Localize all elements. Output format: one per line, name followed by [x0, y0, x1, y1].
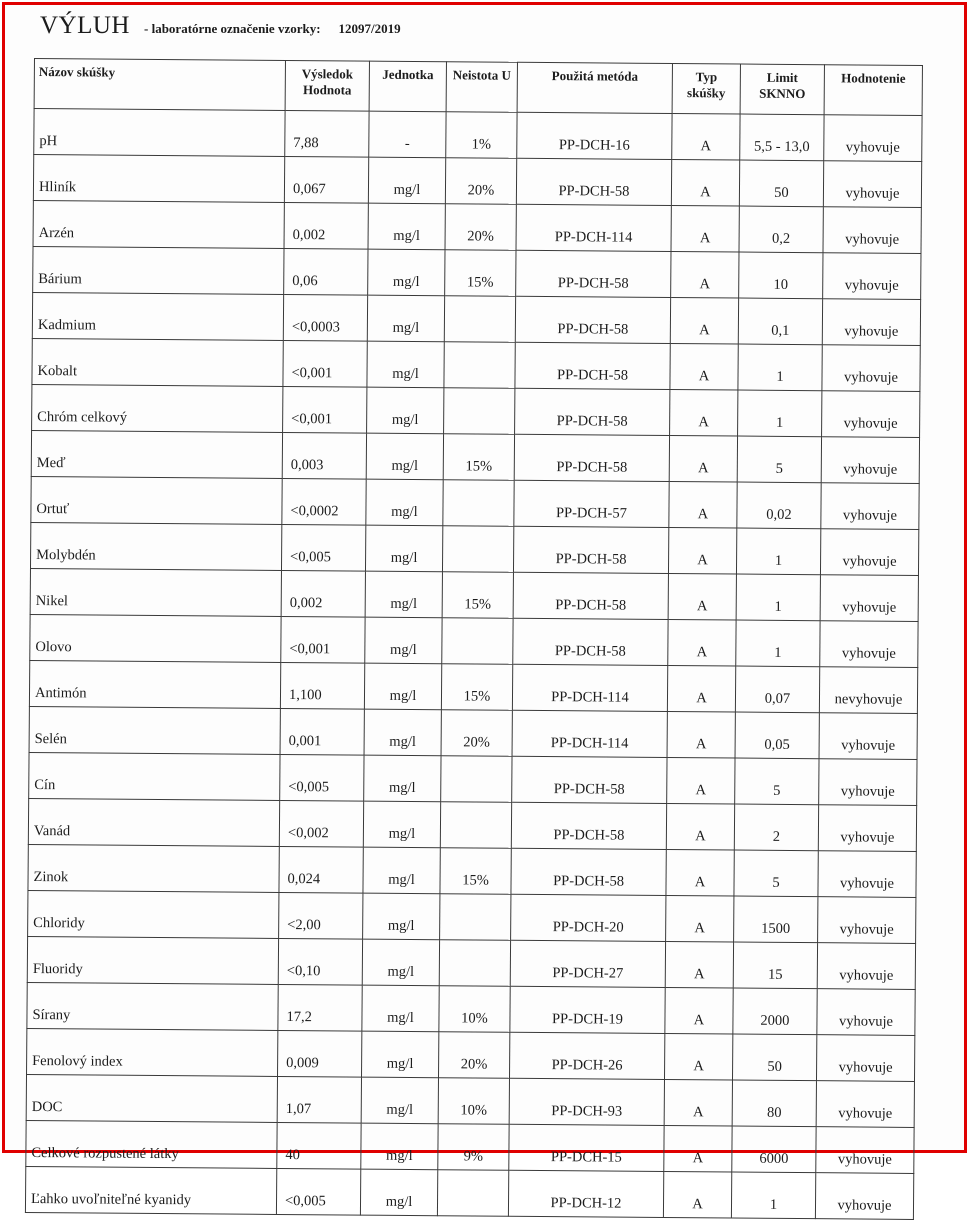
cell-eval: vyhovuje	[818, 897, 916, 944]
cell-unit: mg/l	[367, 295, 444, 342]
cell-type: A	[663, 1171, 731, 1218]
cell-type: A	[668, 619, 736, 666]
cell-eval: vyhovuje	[821, 437, 919, 484]
cell-method: PP-DCH-20	[511, 894, 666, 941]
cell-eval: vyhovuje	[816, 1127, 914, 1174]
table-row	[25, 1166, 913, 1219]
table-body	[25, 109, 922, 1220]
cell-method: PP-DCH-93	[509, 1078, 664, 1125]
cell-uncertainty	[441, 756, 512, 803]
cell-method: PP-DCH-58	[511, 848, 666, 895]
cell-limit: 15	[733, 942, 817, 989]
document-heading	[40, 12, 401, 40]
cell-uncertainty	[444, 342, 515, 389]
cell-name: Antimón	[29, 660, 280, 708]
heading-title: VÝLUH	[40, 12, 130, 39]
cell-name: Nikel	[30, 568, 281, 616]
cell-value: 0,001	[280, 708, 364, 755]
cell-method: PP-DCH-57	[514, 480, 669, 527]
table-row	[33, 155, 921, 208]
cell-eval: vyhovuje	[817, 989, 915, 1036]
cell-uncertainty: 9%	[438, 1124, 509, 1171]
cell-name: Zinok	[28, 844, 279, 892]
cell-eval: vyhovuje	[818, 805, 916, 852]
cell-eval: vyhovuje	[816, 1081, 914, 1128]
cell-value: <0,0003	[283, 294, 367, 341]
cell-name: Vanád	[28, 798, 279, 846]
table-row	[34, 109, 922, 162]
cell-limit: 2	[734, 804, 818, 851]
cell-method: PP-DCH-114	[516, 204, 671, 251]
cell-type: A	[670, 298, 738, 345]
cell-unit: mg/l	[362, 939, 439, 986]
cell-value: <0,001	[281, 616, 365, 663]
cell-method: PP-DCH-58	[516, 158, 671, 205]
table-row	[28, 844, 916, 897]
cell-eval: vyhovuje	[822, 391, 920, 438]
cell-uncertainty: 15%	[440, 848, 511, 895]
cell-limit: 5	[734, 850, 818, 897]
table-row	[27, 1028, 915, 1081]
cell-eval: vyhovuje	[823, 161, 921, 208]
cell-uncertainty: 10%	[438, 1078, 509, 1125]
cell-name: Arzén	[33, 200, 284, 248]
cell-value: <0,001	[283, 340, 367, 387]
cell-value: 0,06	[284, 248, 368, 295]
cell-uncertainty: 20%	[445, 158, 516, 205]
cell-value: 1,100	[280, 662, 364, 709]
cell-method: PP-DCH-114	[512, 710, 667, 757]
cell-method: PP-DCH-27	[510, 940, 665, 987]
cell-value: 0,009	[278, 1030, 362, 1077]
cell-type: A	[664, 1079, 732, 1126]
cell-limit: 1	[738, 344, 822, 391]
cell-value: 0,002	[284, 202, 368, 249]
cell-eval: vyhovuje	[819, 713, 917, 760]
cell-type: A	[667, 757, 735, 804]
cell-value: <0,001	[283, 386, 367, 433]
cell-value: 1,07	[277, 1076, 361, 1123]
cell-unit: mg/l	[365, 617, 442, 664]
cell-method: PP-DCH-19	[510, 986, 665, 1033]
table-row	[29, 752, 917, 805]
cell-name: Olovo	[30, 614, 281, 662]
cell-value: 0,067	[284, 156, 368, 203]
table-row	[27, 936, 915, 989]
cell-unit: mg/l	[364, 709, 441, 756]
cell-method: PP-DCH-58	[513, 526, 668, 573]
cell-limit: 50	[732, 1034, 816, 1081]
cell-name: Cín	[29, 752, 280, 800]
cell-type: A	[669, 482, 737, 529]
cell-eval: vyhovuje	[820, 621, 918, 668]
cell-method: PP-DCH-58	[513, 618, 668, 665]
cell-unit: mg/l	[367, 341, 444, 388]
cell-limit: 5,5 - 13,0	[740, 114, 824, 161]
cell-unit: mg/l	[368, 203, 445, 250]
cell-uncertainty: 1%	[446, 112, 517, 159]
cell-value: 40	[277, 1122, 361, 1169]
cell-unit: mg/l	[366, 433, 443, 480]
cell-type: A	[668, 528, 736, 575]
cell-name: Fenolový index	[27, 1028, 278, 1076]
cell-uncertainty	[444, 388, 515, 435]
header-uncertainty: Neistota U	[446, 62, 517, 113]
cell-uncertainty	[444, 296, 515, 343]
cell-type: A	[672, 114, 740, 161]
cell-type: A	[666, 803, 734, 850]
cell-eval: nevyhovuje	[819, 667, 917, 714]
table-row	[26, 1120, 914, 1173]
cell-uncertainty: 20%	[441, 710, 512, 757]
cell-name: Ľahko uvoľniteľné kyanidy	[25, 1166, 276, 1214]
cell-limit: 5	[737, 436, 821, 483]
cell-type: A	[664, 1125, 732, 1172]
cell-uncertainty: 15%	[443, 434, 514, 481]
cell-limit: 2000	[733, 988, 817, 1035]
cell-type: A	[670, 344, 738, 391]
cell-limit: 10	[739, 252, 823, 299]
cell-limit: 1	[736, 528, 820, 575]
cell-name: Fluoridy	[27, 936, 278, 984]
cell-eval: vyhovuje	[824, 115, 922, 162]
cell-limit: 0,02	[737, 482, 821, 529]
cell-name: Chróm celkový	[32, 384, 283, 432]
heading-subtitle: - laboratórne označenie vzorky:	[144, 21, 321, 36]
cell-eval: vyhovuje	[816, 1035, 914, 1082]
cell-method: PP-DCH-58	[513, 572, 668, 619]
cell-unit: mg/l	[363, 801, 440, 848]
cell-unit: -	[369, 111, 446, 158]
cell-eval: vyhovuje	[818, 851, 916, 898]
cell-method: PP-DCH-58	[514, 434, 669, 481]
header-name: Názov skúšky	[34, 59, 285, 111]
cell-value: <0,0002	[282, 478, 366, 525]
cell-name: Celkové rozpustené látky	[26, 1120, 277, 1168]
table-row	[33, 200, 921, 253]
cell-type: A	[669, 436, 737, 483]
cell-method: PP-DCH-12	[508, 1170, 663, 1217]
cell-eval: vyhovuje	[821, 483, 919, 530]
cell-uncertainty	[439, 940, 510, 987]
cell-uncertainty	[443, 480, 514, 527]
cell-uncertainty	[440, 802, 511, 849]
table-row	[30, 614, 918, 667]
cell-limit: 0,2	[739, 206, 823, 253]
cell-name: Selén	[29, 706, 280, 754]
cell-eval: vyhovuje	[815, 1173, 913, 1220]
cell-type: A	[665, 987, 733, 1034]
cell-method: PP-DCH-58	[515, 342, 670, 389]
cell-type: A	[668, 573, 736, 620]
cell-value: 7,88	[285, 110, 369, 157]
cell-uncertainty	[437, 1170, 508, 1217]
table-row	[32, 338, 920, 391]
cell-uncertainty	[442, 526, 513, 573]
cell-uncertainty: 20%	[439, 1032, 510, 1079]
cell-type: A	[671, 206, 739, 253]
cell-eval: vyhovuje	[822, 299, 920, 346]
cell-value: <2,00	[279, 892, 363, 939]
cell-limit: 50	[739, 160, 823, 207]
cell-name: Ortuť	[31, 476, 282, 524]
table-row	[31, 430, 919, 483]
cell-name: Kobalt	[32, 338, 283, 386]
cell-value: 0,003	[282, 432, 366, 479]
cell-value: 0,002	[281, 570, 365, 617]
table-row	[29, 660, 917, 713]
cell-uncertainty	[440, 894, 511, 941]
header-type: Typ skúšky	[672, 64, 740, 115]
cell-name: Kadmium	[32, 292, 283, 340]
cell-limit: 1	[736, 574, 820, 621]
cell-method: PP-DCH-26	[510, 1032, 665, 1079]
cell-unit: mg/l	[366, 479, 443, 526]
cell-unit: mg/l	[360, 1169, 437, 1216]
cell-limit: 1	[738, 390, 822, 437]
header-value: Výsledok Hodnota	[285, 60, 369, 111]
cell-limit: 0,07	[735, 666, 819, 713]
cell-method: PP-DCH-16	[517, 112, 672, 159]
cell-uncertainty: 15%	[445, 250, 516, 297]
cell-name: Bárium	[33, 246, 284, 294]
header-limit: Limit SKNNO	[740, 64, 824, 115]
cell-unit: mg/l	[364, 663, 441, 710]
cell-limit: 1500	[734, 896, 818, 943]
cell-name: Sírany	[27, 982, 278, 1030]
cell-value: <0,10	[278, 938, 362, 985]
table-row	[31, 476, 919, 529]
cell-eval: vyhovuje	[820, 575, 918, 622]
cell-type: A	[666, 849, 734, 896]
table-row	[30, 522, 918, 575]
cell-uncertainty: 20%	[445, 204, 516, 251]
cell-value: 17,2	[278, 984, 362, 1031]
cell-method: PP-DCH-58	[512, 756, 667, 803]
cell-value: 0,024	[279, 846, 363, 893]
cell-limit: 1	[736, 620, 820, 667]
cell-eval: vyhovuje	[823, 207, 921, 254]
cell-method: PP-DCH-58	[515, 388, 670, 435]
table-row	[32, 292, 920, 345]
table-header-row	[34, 59, 922, 116]
cell-value: <0,005	[281, 524, 365, 571]
table-row	[28, 890, 916, 943]
table-row	[29, 706, 917, 759]
cell-type: A	[664, 1033, 732, 1080]
header-method: Použitá metóda	[517, 62, 672, 113]
table-row	[27, 982, 915, 1035]
cell-uncertainty: 15%	[441, 664, 512, 711]
results-table	[25, 58, 923, 1220]
table-row	[28, 798, 916, 851]
cell-type: A	[666, 895, 734, 942]
cell-name: DOC	[26, 1074, 277, 1122]
sample-code: 12097/2019	[338, 21, 401, 36]
cell-unit: mg/l	[361, 1123, 438, 1170]
cell-unit: mg/l	[363, 893, 440, 940]
cell-unit: mg/l	[362, 985, 439, 1032]
cell-value: <0,002	[279, 800, 363, 847]
cell-unit: mg/l	[363, 847, 440, 894]
cell-name: Chloridy	[28, 890, 279, 938]
cell-unit: mg/l	[368, 249, 445, 296]
cell-eval: vyhovuje	[820, 529, 918, 576]
cell-eval: vyhovuje	[819, 759, 917, 806]
cell-type: A	[670, 390, 738, 437]
cell-unit: mg/l	[364, 755, 441, 802]
table-row	[33, 246, 921, 299]
cell-limit: 0,1	[738, 298, 822, 345]
cell-uncertainty: 15%	[442, 572, 513, 619]
cell-unit: mg/l	[361, 1077, 438, 1124]
table-row	[26, 1074, 914, 1127]
cell-eval: vyhovuje	[822, 345, 920, 392]
cell-eval: vyhovuje	[817, 943, 915, 990]
cell-limit: 5	[735, 758, 819, 805]
cell-unit: mg/l	[368, 157, 445, 204]
cell-eval: vyhovuje	[823, 253, 921, 300]
header-unit: Jednotka	[369, 61, 446, 112]
cell-limit: 80	[732, 1080, 816, 1127]
header-eval: Hodnotenie	[824, 65, 922, 116]
cell-uncertainty: 10%	[439, 986, 510, 1033]
cell-unit: mg/l	[367, 387, 444, 434]
cell-type: A	[671, 252, 739, 299]
cell-method: PP-DCH-114	[512, 664, 667, 711]
cell-limit: 6000	[732, 1126, 816, 1173]
cell-name: pH	[34, 109, 285, 157]
table-row	[30, 568, 918, 621]
cell-type: A	[665, 941, 733, 988]
cell-type: A	[671, 160, 739, 207]
table-row	[32, 384, 920, 437]
cell-method: PP-DCH-58	[511, 802, 666, 849]
cell-method: PP-DCH-58	[515, 296, 670, 343]
cell-value: <0,005	[276, 1168, 360, 1215]
cell-unit: mg/l	[362, 1031, 439, 1078]
cell-name: Meď	[31, 430, 282, 478]
cell-type: A	[667, 665, 735, 712]
cell-method: PP-DCH-58	[516, 250, 671, 297]
cell-unit: mg/l	[365, 525, 442, 572]
cell-value: <0,005	[280, 754, 364, 801]
cell-limit: 0,05	[735, 712, 819, 759]
cell-uncertainty	[442, 618, 513, 665]
cell-type: A	[667, 711, 735, 758]
cell-method: PP-DCH-15	[509, 1124, 664, 1171]
cell-unit: mg/l	[365, 571, 442, 618]
cell-limit: 1	[731, 1172, 815, 1219]
cell-name: Hliník	[33, 155, 284, 203]
cell-name: Molybdén	[30, 522, 281, 570]
